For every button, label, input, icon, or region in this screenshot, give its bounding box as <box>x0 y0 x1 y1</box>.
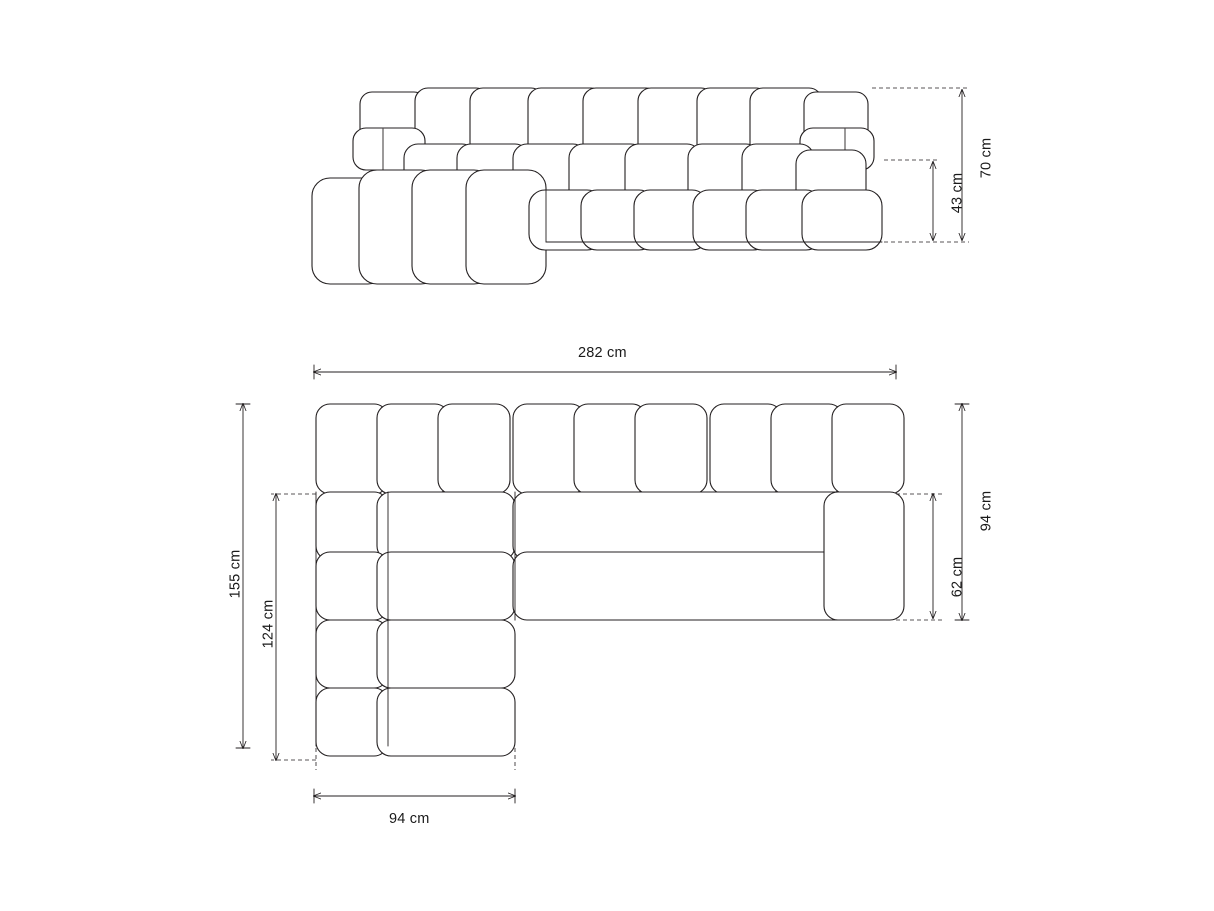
plan-backrest-row <box>316 404 904 494</box>
dimension-label-width-94: 94 cm <box>389 811 430 827</box>
dimension-label-width-282: 282 cm <box>578 345 627 361</box>
dimension-label-depth-155: 155 cm <box>227 549 244 599</box>
dimension-label-depth-124: 124 cm <box>260 599 277 649</box>
front-elevation-view <box>312 88 882 284</box>
plan-chaise-leg <box>316 620 515 756</box>
plan-right-end-module <box>824 492 904 620</box>
dimension-label-height-43: 43 cm <box>949 172 966 214</box>
dimension-label-depth-94: 94 cm <box>978 490 995 532</box>
dimension-label-depth-62: 62 cm <box>949 556 966 598</box>
front-view-dimensions <box>872 88 969 242</box>
plan-seat-band-upper <box>316 492 896 560</box>
plan-view <box>316 404 904 756</box>
dimension-label-height-70: 70 cm <box>978 137 995 179</box>
plan-seat-band-lower <box>316 552 896 620</box>
